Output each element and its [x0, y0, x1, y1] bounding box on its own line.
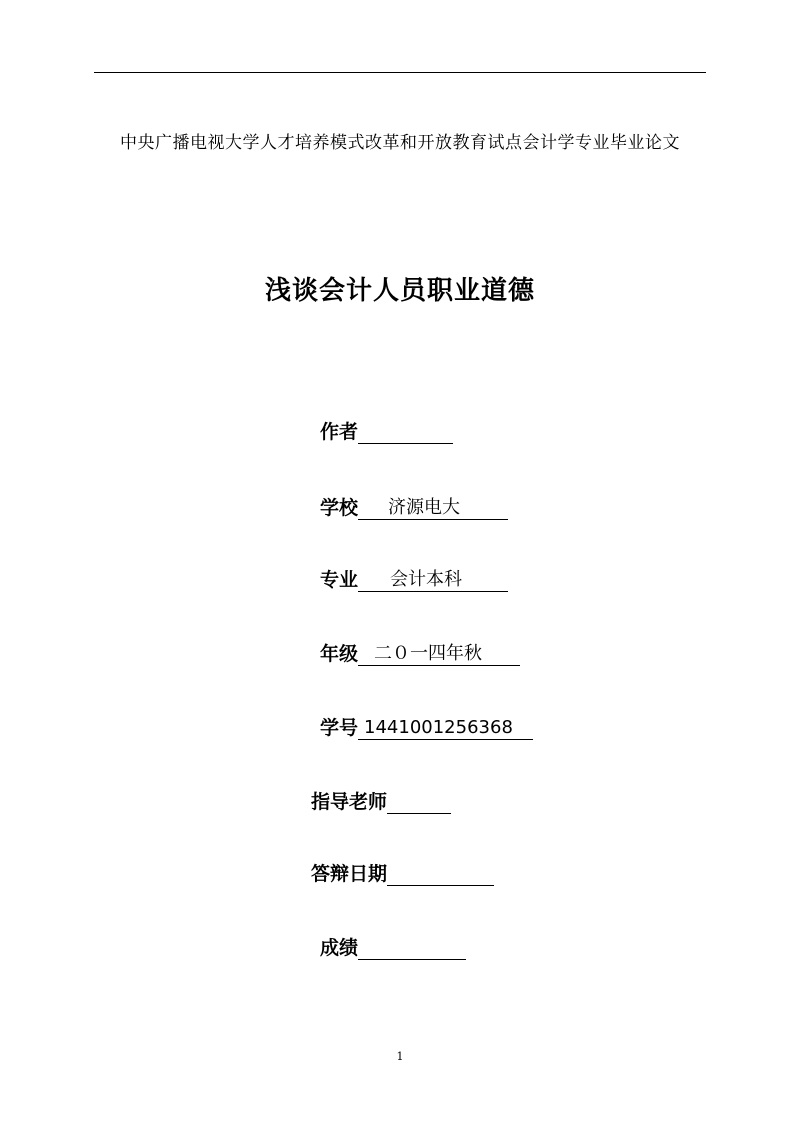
grade-field — [320, 636, 520, 666]
defense-date-field — [311, 856, 494, 886]
page-number: 1 — [396, 1050, 404, 1063]
student-id-label: 学号 — [320, 717, 359, 739]
school-label: 学校 — [320, 497, 359, 519]
grade-label: 年级 — [320, 643, 359, 665]
student-id-value-text: 1441001256368 — [364, 717, 513, 738]
advisor-field — [311, 784, 451, 814]
school-value-text: 济源电大 — [388, 497, 461, 518]
thesis-series-header: 中央广播电视大学人才培养模式改革和开放教育试点会计学专业毕业论文 — [120, 133, 680, 153]
student-id-field — [320, 710, 533, 740]
thesis-title: 浅谈会计人员职业道德 — [264, 276, 535, 306]
student-id-value — [358, 716, 533, 740]
school-value — [358, 496, 508, 520]
author-label: 作者 — [320, 421, 359, 443]
header-rule — [94, 72, 706, 73]
school-field — [320, 490, 508, 520]
defense-date-label: 答辩日期 — [311, 863, 388, 885]
author-field — [320, 414, 453, 444]
major-label: 专业 — [320, 569, 359, 591]
major-value-text: 会计本科 — [390, 569, 463, 590]
grade-value-text: 二０一四年秋 — [374, 643, 483, 664]
advisor-label: 指导老师 — [311, 791, 388, 813]
major-field — [320, 562, 508, 592]
grade-value — [358, 642, 520, 666]
score-value — [358, 936, 466, 960]
advisor-value — [387, 790, 451, 814]
score-field — [320, 930, 466, 960]
major-value — [358, 568, 508, 592]
score-label: 成绩 — [320, 937, 359, 959]
defense-date-value — [387, 862, 494, 886]
author-value — [358, 420, 453, 444]
